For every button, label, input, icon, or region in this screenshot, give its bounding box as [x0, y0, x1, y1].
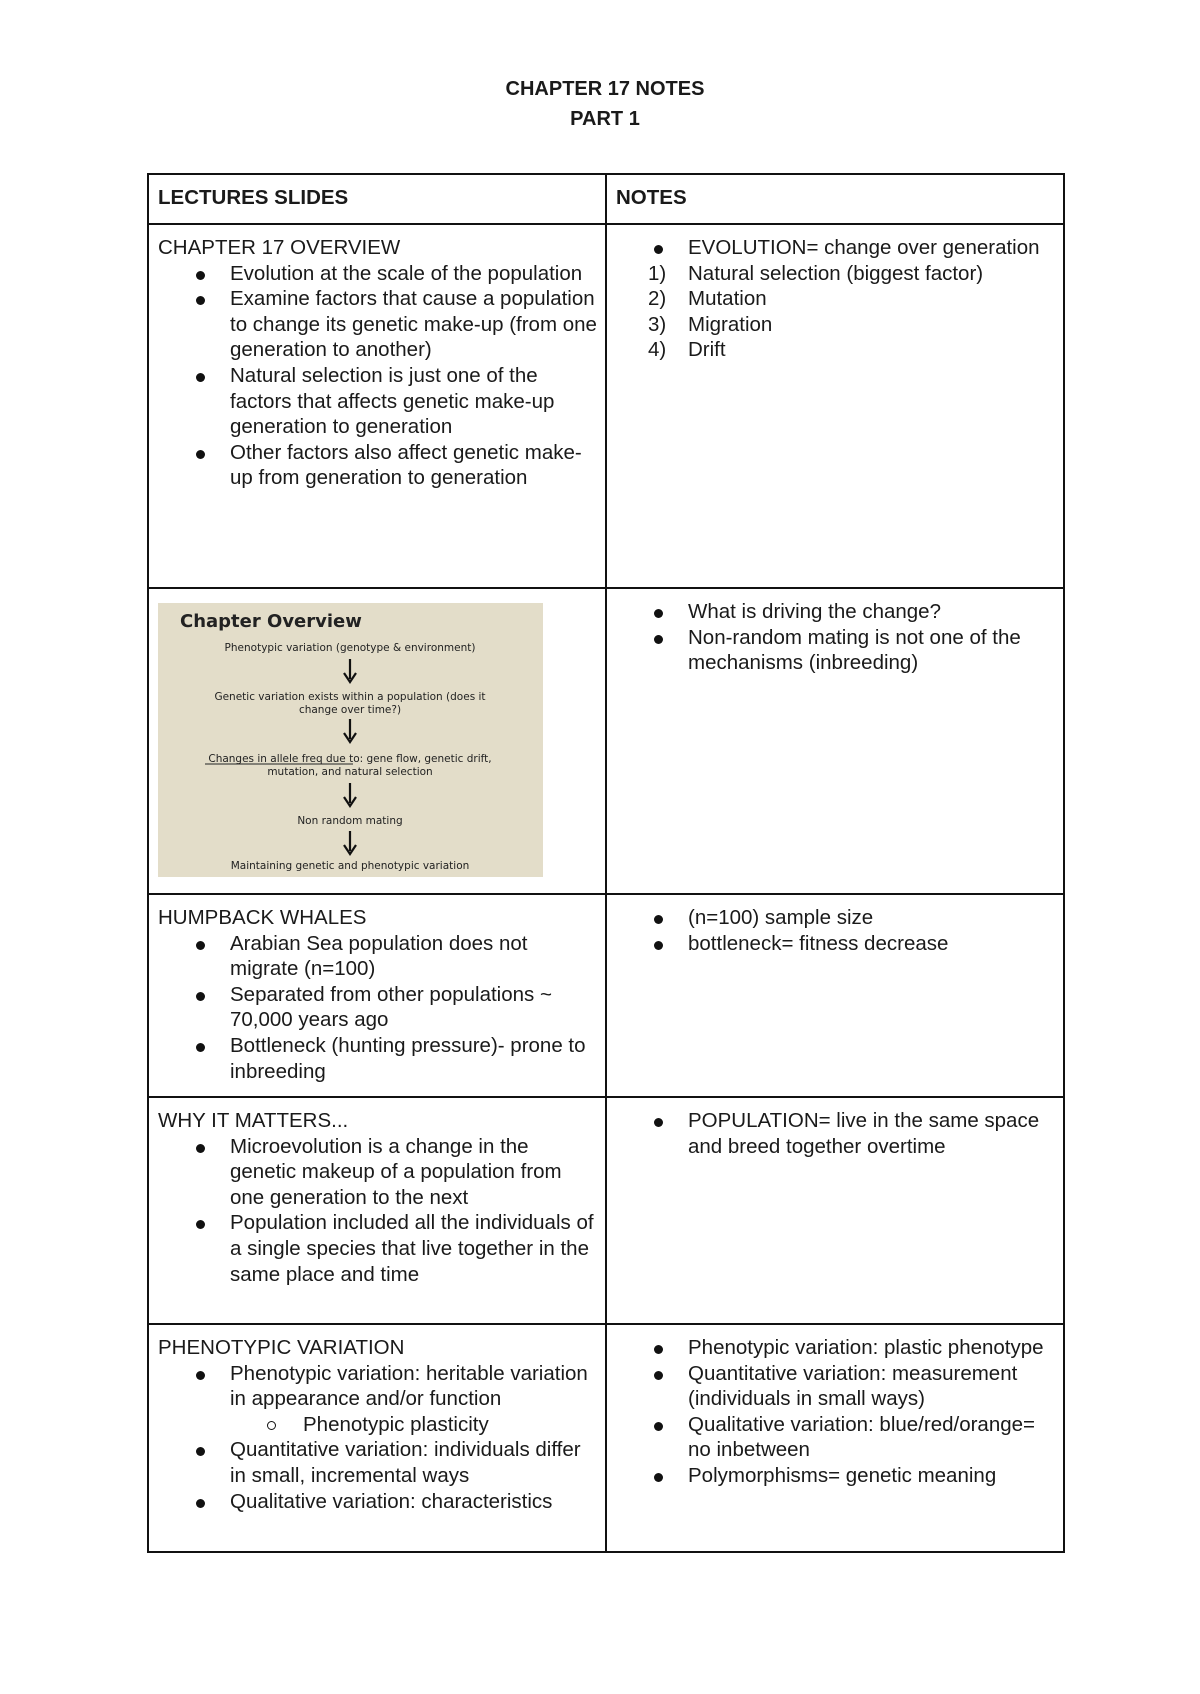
lecture-cell	[148, 588, 606, 894]
bullet-list	[616, 599, 1055, 676]
notes-cell	[606, 1097, 1064, 1324]
list-item: bottleneck= fitness decrease	[688, 931, 1055, 957]
list-number: 1)	[648, 261, 667, 285]
notes-cell	[606, 588, 1064, 894]
list-item: POPULATION= live in the same space and breed together overtime	[688, 1108, 1055, 1159]
list-item: Arabian Sea population does not migrate (n=100)	[230, 931, 597, 982]
list-item: Population included all the individuals of a single species that live together in the same place and time	[230, 1210, 597, 1287]
notes-cell	[606, 894, 1064, 1097]
list-item: Qualitative variation: blue/red/orange= no inbetween	[688, 1412, 1055, 1463]
list-text: Migration	[688, 312, 773, 336]
table-row	[148, 1097, 1064, 1324]
list-text: Phenotypic variation: heritable variation in appearance and/or function	[230, 1361, 588, 1411]
lecture-cell	[148, 224, 606, 588]
list-item	[230, 1361, 597, 1438]
sub-bullet-list	[230, 1412, 597, 1438]
slide-step-text: Maintaining genetic and phenotypic variation	[230, 860, 470, 872]
list-item: Natural selection is just one of the factors that affects genetic make-up generation to generation	[230, 363, 597, 440]
table-row	[148, 224, 1064, 588]
list-item: What is driving the change?	[688, 599, 1055, 625]
slide-step-text: Changes in allele freq due to: gene flow, genetic drift,	[208, 753, 492, 765]
title-line: CHAPTER 17 NOTES	[505, 78, 705, 100]
numbered-list	[616, 261, 1055, 363]
slide-step-text: Non random mating	[297, 815, 403, 827]
list-item: Phenotypic variation: plastic phenotype	[688, 1335, 1055, 1361]
section-heading: CHAPTER 17 OVERVIEW	[158, 236, 401, 259]
slide-step-text: change over time?)	[298, 704, 402, 716]
slide-step-text: mutation, and natural selection	[267, 766, 433, 778]
list-item: Non-random mating is not one of the mechanisms (inbreeding)	[688, 625, 1055, 676]
notes-cell	[606, 1324, 1064, 1552]
section-heading: PHENOTYPIC VARIATION	[158, 1336, 405, 1359]
notes-table	[147, 173, 1065, 1553]
bullet-list	[616, 1108, 1055, 1159]
table-row	[148, 1324, 1064, 1552]
list-item	[648, 337, 1055, 363]
subtitle-line: PART 1	[570, 108, 640, 130]
list-item: Evolution at the scale of the population	[230, 261, 597, 287]
bullet-list	[158, 261, 597, 491]
list-number: 3)	[648, 312, 667, 336]
header-notes: NOTES	[606, 174, 1064, 224]
list-item: Separated from other populations ~ 70,000 years ago	[230, 982, 597, 1033]
notes-cell	[606, 224, 1064, 588]
list-item: (n=100) sample size	[688, 905, 1055, 931]
bullet-list	[158, 1134, 597, 1288]
list-item: Examine factors that cause a population to change its genetic make-up (from one generation to another)	[230, 287, 597, 362]
list-text: Drift	[688, 338, 726, 362]
list-item: Quantitative variation: individuals differ in small, incremental ways	[230, 1437, 597, 1488]
list-text: Natural selection (biggest factor)	[688, 261, 984, 285]
slide-step-text: Genetic variation exists within a population (does it	[214, 691, 486, 703]
lecture-cell	[148, 894, 606, 1097]
chapter-overview-slide	[158, 603, 543, 877]
slide-title: Chapter Overview	[180, 611, 362, 632]
list-item: Phenotypic plasticity	[303, 1412, 597, 1438]
list-item: Other factors also affect genetic make-up from generation to generation	[230, 440, 597, 491]
list-text: Mutation	[688, 287, 767, 311]
slide-step-text: Phenotypic variation (genotype & environment)	[224, 642, 476, 654]
table-row	[148, 894, 1064, 1097]
list-number: 2)	[648, 287, 667, 311]
section-heading: WHY IT MATTERS...	[158, 1109, 349, 1132]
list-item: Bottleneck (hunting pressure)- prone to inbreeding	[230, 1033, 597, 1084]
bullet-list	[616, 235, 1055, 261]
list-item: EVOLUTION= change over generation	[688, 235, 1055, 261]
lecture-cell	[148, 1324, 606, 1552]
header-lecture-slides: LECTURES SLIDES	[148, 174, 606, 224]
table-row	[148, 588, 1064, 894]
slide-flowchart	[158, 603, 543, 877]
list-item: Quantitative variation: measurement (individuals in small ways)	[688, 1361, 1055, 1412]
list-number: 4)	[648, 338, 667, 362]
list-item: Qualitative variation: characteristics	[230, 1489, 597, 1515]
list-item	[648, 286, 1055, 312]
bullet-list	[616, 905, 1055, 956]
list-item	[648, 312, 1055, 338]
section-heading: HUMPBACK WHALES	[158, 906, 367, 929]
document-title	[0, 74, 1200, 134]
bullet-list	[158, 1361, 597, 1515]
bullet-list	[616, 1335, 1055, 1489]
list-item: Polymorphisms= genetic meaning	[688, 1463, 1055, 1489]
list-item	[648, 261, 1055, 287]
table-header-row	[148, 174, 1064, 224]
bullet-list	[158, 931, 597, 1085]
list-item: Microevolution is a change in the genetic makeup of a population from one generation to the next	[230, 1134, 597, 1211]
lecture-cell	[148, 1097, 606, 1324]
